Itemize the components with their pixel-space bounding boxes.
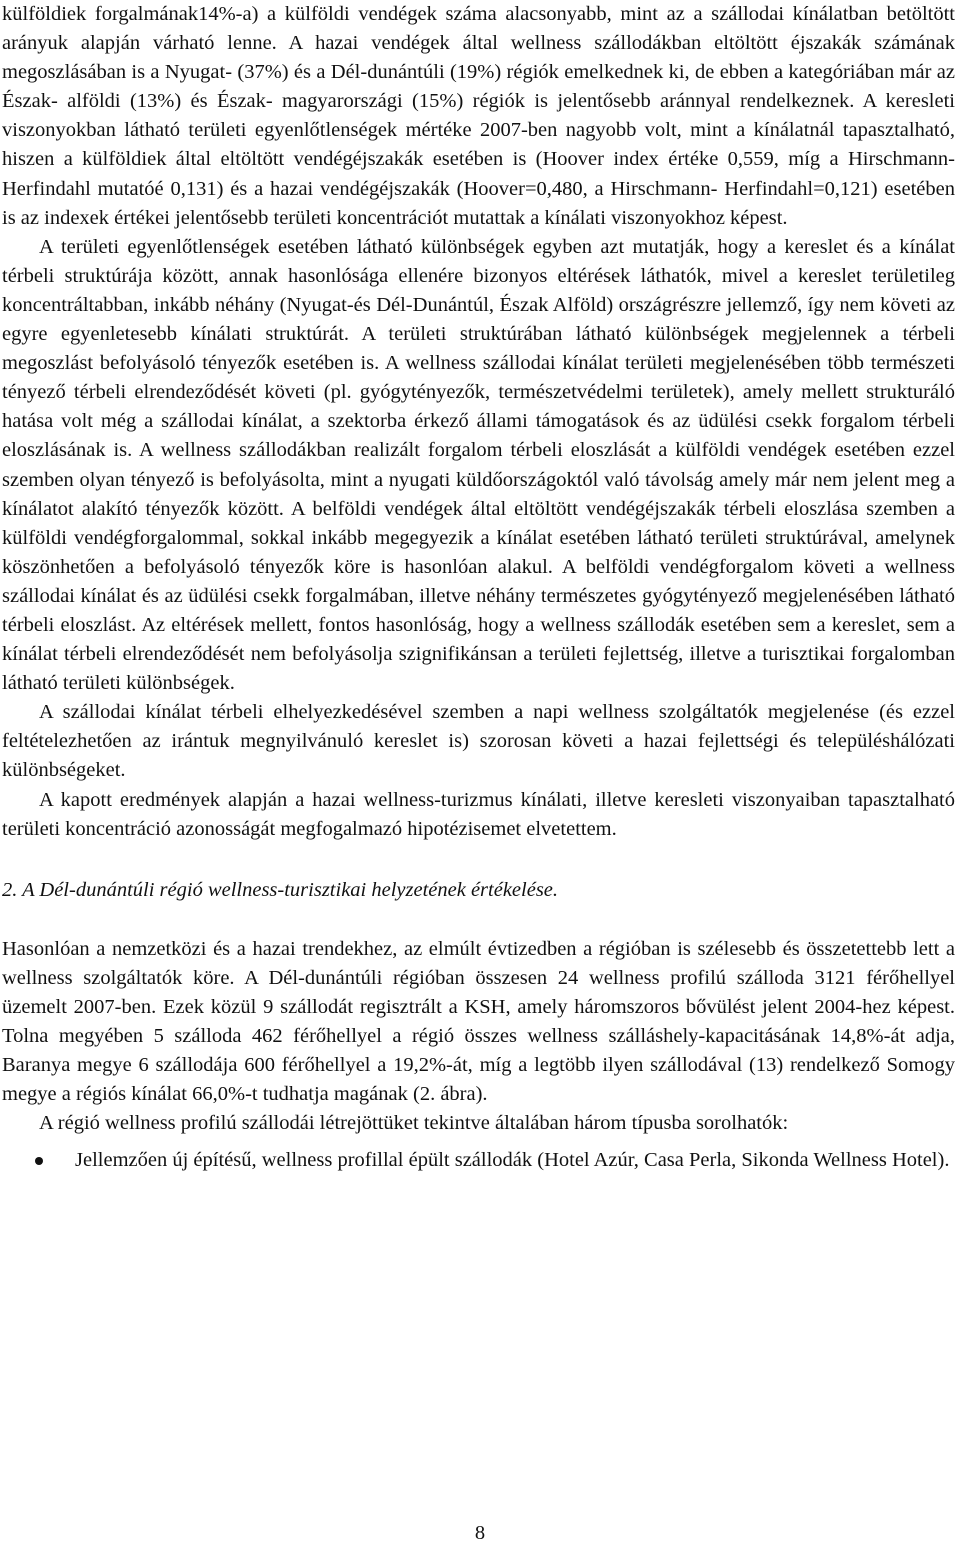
paragraph-continued: külföldiek forgalmának14%-a) a külföldi vendégek száma alacsonyabb, mint az a szállodai kínálatban betöltött arányuk alapján várható lenne. A hazai vendégek által wellness szállodákban eltöltött éjszakák számának megoszlásában is a Nyugat- (37%) és a Dél-dunántúli (19%) régiók emelkednek ki, de ebben a kategóriában már az Észak- alföldi (13%) és Észak- magyarországi (15%) régiók is jelentősebb aránnyal rendelkeznek. A keresleti viszonyokban látható területi egyenlőtlenségek mértéke 2007-ben nagyobb volt, mint a kínálatnál tapasztalható, hiszen a külföldiek által eltöltött vendégéjszakák esetében is (Hoover index értéke 0,559, míg a Hirschmann- Herfindahl mutatóé 0,131) és a hazai vendégéjszakák (Hoover=0,480, a Hirschmann- Herfindahl=0,121) esetében is az indexek értékei jelentősebb területi koncentrációt mutattak a kínálati viszonyokhoz képest.: [2, 3, 955, 229]
list-item: [2, 1146, 955, 1175]
list-item-text: Jellemzően új építésű, wellness profillal épült szállodák (Hotel Azúr, Casa Perla, Sikonda Wellness Hotel).: [75, 1149, 950, 1172]
bullet-icon: [35, 1157, 43, 1165]
paragraph-hypothesis: A kapott eredmények alapján a hazai wellness-turizmus kínálati, illetve keresleti viszonyaiban tapasztalható területi koncentráció azonosságát megfogalmazó hipotézisemet elvetettem.: [2, 788, 955, 840]
section-heading: 2. A Dél-dunántúli régió wellness-turisztikai helyzetének értékelése.: [2, 878, 559, 901]
bullet-list: [2, 1146, 955, 1175]
page-number: 8: [474, 1522, 486, 1544]
paragraph-regional-overview: Hasonlóan a nemzetközi és a hazai trendekhez, az elmúlt évtizedben a régióban is szélesebb és összetettebb lett a wellness szolgáltatók köre. A Dél-dunántúli régióban összesen 24 wellness profilú szálloda 3121 férőhellyel üzemelt 2007-ben. Ezek közül 9 szállodát regisztrált a KSH, amely háromszoros bővülést jelent 2004-hez képest. Tolna megyében 5 szálloda 462 férőhellyel a régió összes wellness szálláshely-kapacitásának 14,8%-át adja, Baranya megye 6 szállodája 600 férőhellyel a 19,2%-át, míg a legtöbb ilyen szállodával (13) rendelkező Somogy megye a régiós kínálat 66,0%-t tudhatja magának (2. ábra).: [2, 937, 955, 1106]
paragraph-hotel-supply: A szállodai kínálat térbeli elhelyezkedésével szemben a napi wellness szolgáltatók megjelenése (és ezzel feltételezhetően az irántuk megnyilvánuló kereslet is) szorosan követi a hazai fejlettségi és településhálózati különbségeket.: [2, 701, 955, 782]
paragraph-territorial-differences: A területi egyenlőtlenségek esetében látható különbségek egyben azt mutatják, hogy a kereslet és a kínálat térbeli struktúrája között, annak hasonlósága ellenére bizonyos eltérések láthatók, mivel a kereslet területileg koncentráltabban, inkább néhány (Nyugat-és Dél-Dunántúl, Észak Alföld) országrészre jellemző, így nem követi az egyre egyenletesebb kínálati struktúrát. A területi struktúrában látható különbségek megjelennek a térbeli megoszlást befolyásoló tényezők esetében is. A wellness szállodai kínálat területi megjelenésében több természeti tényező térbeli elrendeződését követi (pl. gyógytényezők, természetvédelmi területek), amely mellett strukturáló hatása volt még a szállodai kínálat, a szektorba érkező állami támogatások és az üdülési csekk forgalom térbeli eloszlásának is. A wellness szállodákban realizált forgalom térbeli eloszlását a külföldi vendégek esetében ezzel szemben olyan tényező is befolyásolta, mint a nyugati küldőországoktól való távolság amely már nem jelent meg a kínálatot alakító tényezők között. A belföldi vendégek által eltöltött vendégéjszakák térbeli eloszlása szemben a külföldi vendégforgalommal, sokkal inkább megegyezik a kínálat esetében látható területi struktúrával, amelynek köszönhetően a befolyásoló tényezők köre is hasonlóan alakul. A belföldi vendégforgalom követi a wellness szállodai kínálat és az üdülési csekk forgalmában, illetve néhány természetes gyógytényező megjelenésében látható térbeli eloszlást. Az eltérések mellett, fontos hasonlóság, hogy a wellness szállodák esetében sem a kereslet, sem a kínálat térbeli elrendeződését nem befolyásolja szignifikánsan a területi fejlettség, illetve a turisztikai forgalomban látható területi különbségek.: [2, 235, 955, 695]
paragraph-hotel-types: A régió wellness profilú szállodái létrejöttüket tekintve általában három típusba sorolhatók:: [39, 1112, 789, 1135]
page-content: [2, 0, 955, 1175]
